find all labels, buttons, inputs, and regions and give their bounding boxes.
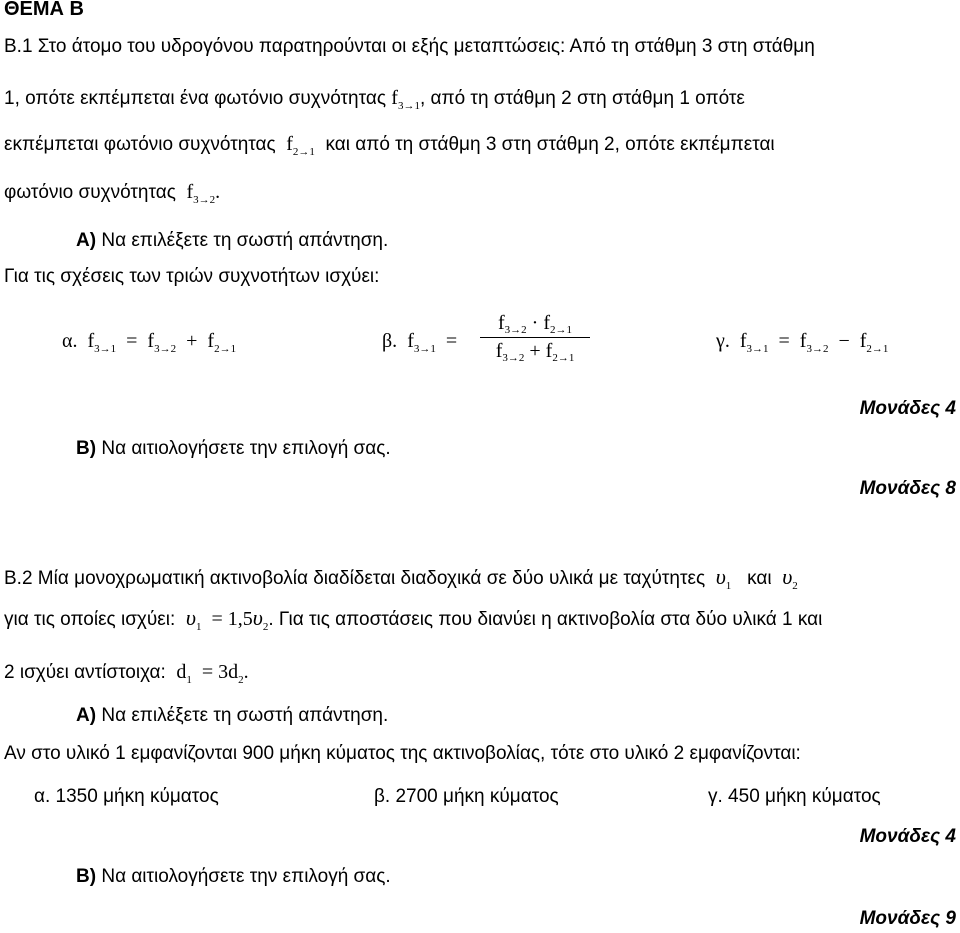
b2-line-2	[4, 607, 822, 633]
b2-and-text: και	[747, 568, 772, 589]
b1-option-b-fraction	[480, 312, 590, 363]
b2-units-a: Μονάδες 4	[859, 826, 956, 847]
b2-line2-text: για τις οποίες ισχύει:	[4, 609, 176, 630]
distance-relation: $d_1 = 3d_2$.	[176, 661, 249, 686]
b1-units-b: Μονάδες 8	[859, 478, 956, 499]
b1-relations-intro: Για τις σχέσεις των τριών συχνοτήτων ισχύει:	[4, 266, 380, 287]
freq-f21: $f_{2\to 1}$	[286, 133, 315, 158]
b1-part-b	[76, 438, 391, 460]
b1-part-b-label: Β)	[76, 438, 97, 459]
b1-option-c: γ. $f_{3\to 1} = f_{3\to 2} - f_{2\to 1}$	[716, 330, 889, 355]
fraction-bar	[480, 337, 590, 338]
b1-part-a-text: Να επιλέξετε τη σωστή απάντηση.	[96, 230, 389, 251]
b1-line3-text: εκπέμπεται φωτόνιο συχνότητας	[4, 134, 276, 155]
b1-part-a	[76, 230, 388, 252]
b1-part-a-label: Α)	[76, 230, 97, 251]
velocity-u2: $\upsilon_2$	[782, 564, 798, 592]
velocity-relation: $\upsilon_1 = 1,5\upsilon_2$	[185, 605, 269, 633]
b1-line-3	[4, 133, 775, 158]
b2-part-a-text: Να επιλέξετε τη σωστή απάντηση.	[96, 705, 389, 726]
b2-label: Β.2	[4, 568, 33, 589]
b2-question: Αν στο υλικό 1 εμφανίζονται 900 μήκη κύματος της ακτινοβολίας, τότε στο υλικό 2 εμφανίζονται:	[4, 743, 801, 764]
b1-line-4	[4, 181, 220, 206]
b1-line2-post: , από τη στάθμη 2 στη στάθμη 1 οπότε	[419, 88, 745, 109]
b1-label: Β.1	[4, 36, 33, 57]
b2-part-b-text: Να αιτιολογήσετε την επιλογή σας.	[96, 866, 391, 887]
b1-line1-text: Στο άτομο του υδρογόνου παρατηρούνται οι εξής μεταπτώσεις: Από τη στάθμη 3 στη στάθμη	[32, 36, 815, 57]
b2-option-b: β. 2700 μήκη κύματος	[374, 786, 559, 807]
b2-part-b	[76, 866, 391, 888]
b1-option-a: α. $f_{3\to 1} = f_{3\to 2} + f_{2\to 1}$	[62, 330, 237, 355]
b2-option-a: α. 1350 μήκη κύματος	[34, 786, 219, 807]
b1-line3-post: και από τη στάθμη 3 στη στάθμη 2, οπότε εκπέμπεται	[325, 134, 775, 155]
b2-line2-post: . Για τις αποστάσεις που διανύει η ακτινοβολία στα δύο υλικά 1 και	[268, 609, 823, 630]
b2-part-b-label: Β)	[76, 866, 97, 887]
b2-line3-text: 2 ισχύει αντίστοιχα:	[4, 662, 166, 683]
b1-option-b-label-group: β. $f_{3\to 1}$ =	[382, 330, 458, 355]
option-a-label: α.	[62, 330, 78, 352]
option-c-label: γ.	[716, 330, 730, 352]
b2-line-3	[4, 661, 249, 686]
freq-f32: $f_{3\to 2}$.	[186, 181, 221, 206]
freq-f31: $f_{3\to 1}$	[391, 87, 420, 112]
fraction-numerator: $f_{3\to 2} \cdot f_{2\to 1}$	[498, 312, 572, 336]
fraction-denominator: $f_{3\to 2} + f_{2\to 1}$	[495, 340, 575, 364]
exam-section-heading: ΘΕΜΑ Β	[4, 0, 84, 20]
b1-part-b-text: Να αιτιολογήσετε την επιλογή σας.	[96, 438, 391, 459]
b2-option-c: γ. 450 μήκη κύματος	[708, 786, 881, 807]
b2-part-a-label: Α)	[76, 705, 97, 726]
b2-line-1	[4, 566, 798, 592]
option-b-label: β.	[382, 330, 398, 352]
b1-line-1	[4, 36, 815, 58]
b2-part-a	[76, 705, 388, 727]
b1-line-2	[4, 87, 745, 112]
b1-line2-text: 1, οπότε εκπέμπεται ένα φωτόνιο συχνότητας	[4, 88, 386, 109]
b1-units-a: Μονάδες 4	[859, 398, 956, 419]
b2-line1-text: Μία μονοχρωματική ακτινοβολία διαδίδεται διαδοχικά σε δύο υλικά με ταχύτητες	[32, 568, 706, 589]
velocity-u1: $\upsilon_1$	[715, 564, 732, 592]
b1-line4-text: φωτόνιο συχνότητας	[4, 182, 176, 203]
b2-units-b: Μονάδες 9	[859, 908, 956, 929]
